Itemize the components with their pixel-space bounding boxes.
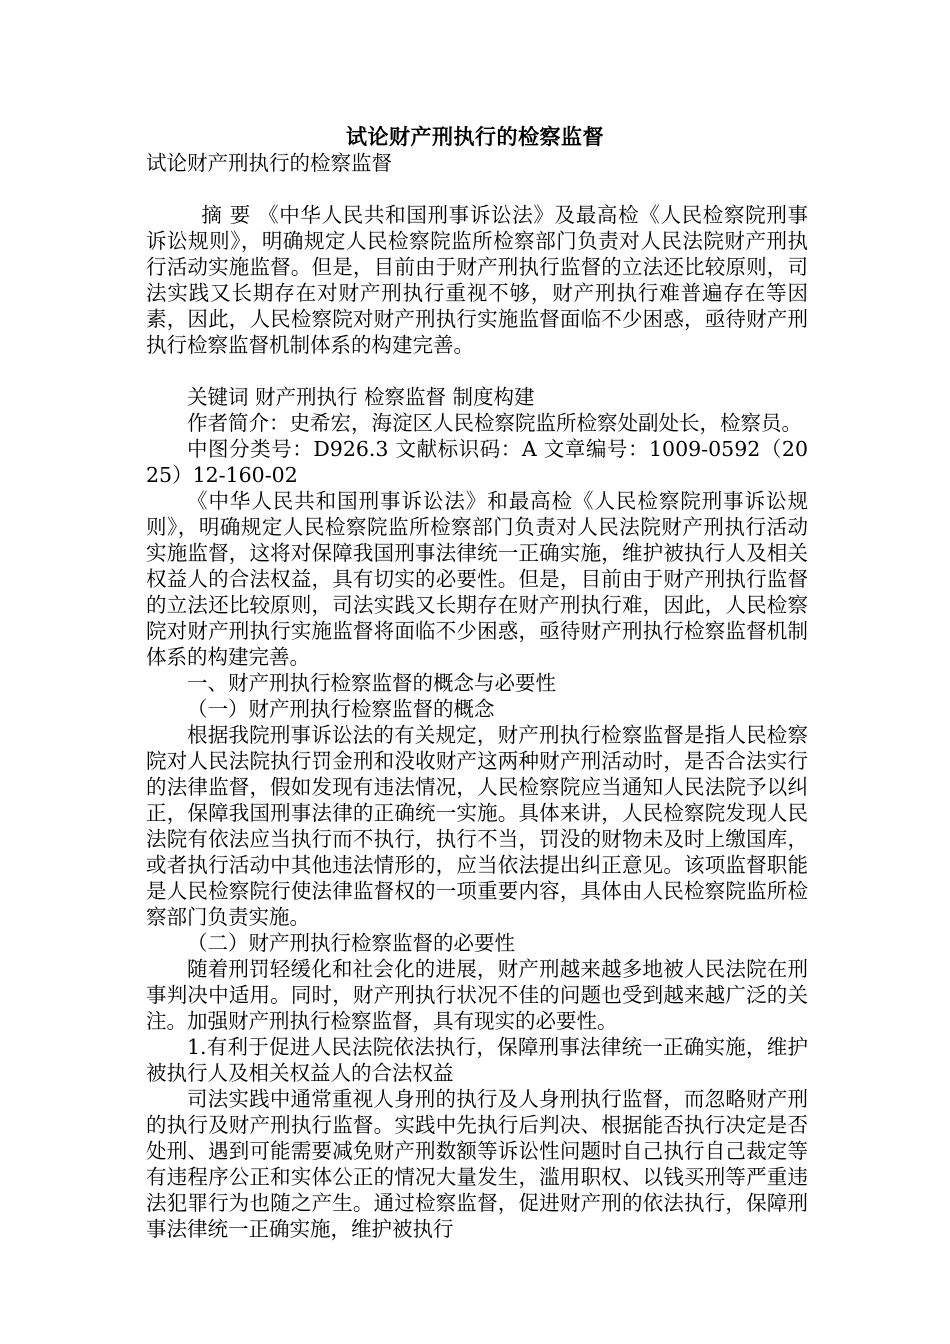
document-subtitle: 试论财产刑执行的检察监督 xyxy=(146,151,392,175)
abstract-paragraph: 摘 要 《中华人民共和国刑事诉讼法》及最高检《人民检察院刑事诉讼规则》，明确规定人民检察院监所检察部门负责对人民法院财产刑执行活动实施监督。但是，目前由于财产刑执行监督的立法还比较原则，司法实践又长期存在对财产刑执行重视不够，财产刑执行难普遍存在等因素，因此，人民检察院对财产刑执行实施监督面临不少困惑，亟待财产刑执行检察监督机制体系的构建完善。 xyxy=(146,203,808,357)
author-info: 作者简介：史希宏，海淀区人民检察院监所检察处副处长，检察员。 xyxy=(187,411,802,435)
document-body xyxy=(146,150,808,1242)
body-paragraph: 随着刑罚轻缓化和社会化的进展，财产刑越来越多地被人民法院在刑事判决中适用。同时，财产刑执行状况不佳的问题也受到越来越广泛的关注。加强财产刑执行检察监督，具有现实的必要性。 xyxy=(146,957,808,1033)
keywords-line: 关键词 财产刑执行 检察监督 制度构建 xyxy=(187,385,535,409)
blank-line xyxy=(146,358,808,384)
section-heading: 一、财产刑执行检察监督的概念与必要性 xyxy=(187,671,556,695)
document-title: 试论财产刑执行的检察监督 xyxy=(346,125,604,149)
body-paragraph: 司法实践中通常重视人身刑的执行及人身刑执行监督，而忽略财产刑的执行及财产刑执行监督。实践中先执行后判决、根据能否执行决定是否处刑、遇到可能需要减免财产刑数额等诉讼性问题时自己执行自己裁定等有违程序公正和实体公正的情况大量发生，滥用职权、以钱买刑等严重违法犯罪行为也随之产生。通过检察监督，促进财产刑的依法执行，保障刑事法律统一正确实施，维护被执行 xyxy=(146,1087,808,1241)
classification-info: 中图分类号：D926.3 文献标识码：A 文章编号：1009-0592（2025）12-160-02 xyxy=(146,437,808,487)
body-paragraph: 根据我院刑事诉讼法的有关规定，财产刑执行检察监督是指人民检察院对人民法院执行罚金刑和没收财产这两种财产刑活动时，是否合法实行的法律监督，假如发现有违法情况，人民检察院应当通知人民法院予以纠正，保障我国刑事法律的正确统一实施。具体来讲，人民检察院发现人民法院有依法应当执行而不执行，执行不当，罚没的财物未及时上缴国库，或者执行活动中其他违法情形的，应当依法提出纠正意见。该项监督职能是人民检察院行使法律监督权的一项重要内容，具体由人民检察院监所检察部门负责实施。 xyxy=(146,723,808,929)
subsection-heading: （一）财产刑执行检察监督的概念 xyxy=(187,697,495,721)
subsection-heading: （二）财产刑执行检察监督的必要性 xyxy=(187,931,515,955)
blank-line xyxy=(146,176,808,202)
numbered-heading: 1.有利于促进人民法院依法执行，保障刑事法律统一正确实施，维护被执行人及相关权益人的合法权益 xyxy=(146,1035,808,1085)
body-paragraph: 《中华人民共和国刑事诉讼法》和最高检《人民检察院刑事诉讼规则》，明确规定人民检察院监所检察部门负责对人民法院财产刑执行活动实施监督，这将对保障我国刑事法律统一正确实施，维护被执行人及相关权益人的合法权益，具有切实的必要性。但是，目前由于财产刑执行监督的立法还比较原则，司法实践又长期存在财产刑执行难，因此，人民检察院对财产刑执行实施监督将面临不少困惑，亟待财产刑执行检察监督机制体系的构建完善。 xyxy=(146,489,808,669)
